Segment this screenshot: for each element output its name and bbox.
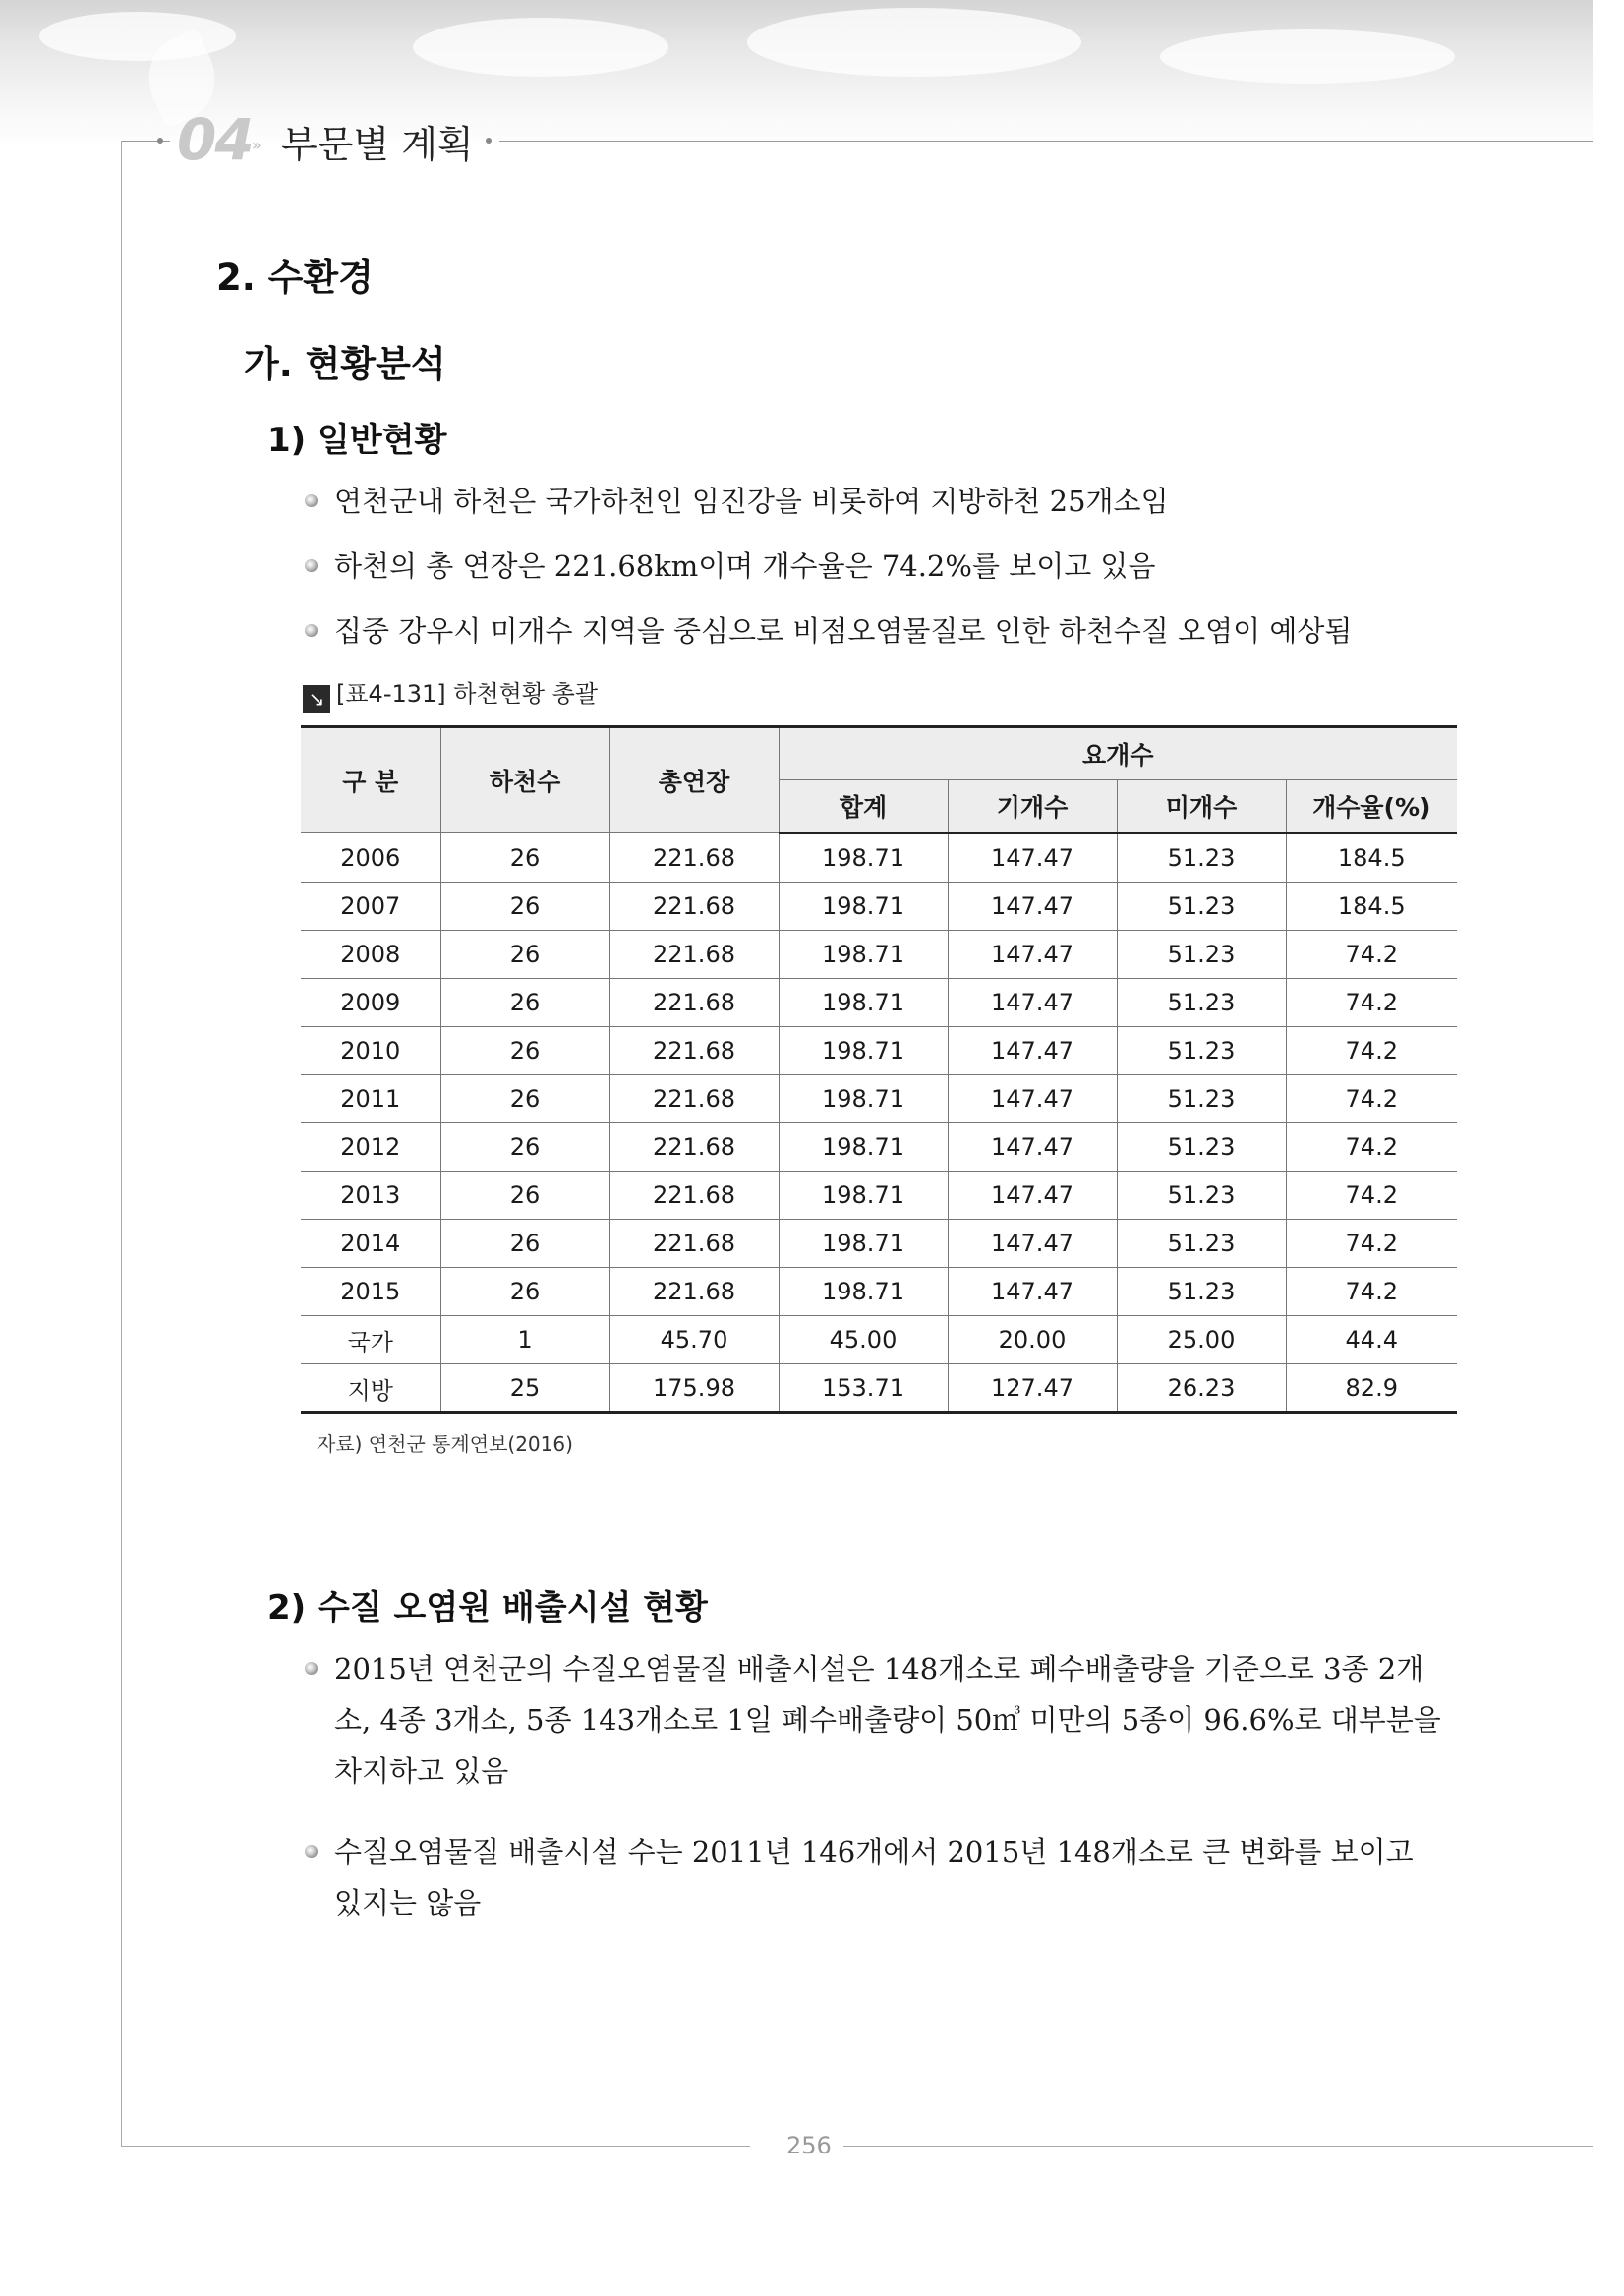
bullet-item: [334, 605, 1445, 657]
table-row: [301, 883, 1457, 931]
table-cell: 221.68: [609, 1172, 779, 1220]
river-status-table: [301, 725, 1457, 1414]
table-row: [301, 1123, 1457, 1172]
bullet-item: [334, 541, 1445, 592]
table-cell: 26: [440, 1172, 609, 1220]
table-cell: 198.71: [779, 1027, 948, 1075]
table-cell: 20.00: [948, 1316, 1117, 1364]
table-cell: 221.68: [609, 1220, 779, 1268]
table-cell: 26: [440, 1027, 609, 1075]
table-cell: 51.23: [1117, 1220, 1286, 1268]
header-category: 구 분: [301, 727, 440, 833]
table-cell: 51.23: [1117, 1075, 1286, 1123]
page-number: 256: [786, 2132, 832, 2159]
arrow-icon: ↘: [303, 685, 330, 713]
table-cell: 25: [440, 1364, 609, 1413]
table-cell: 74.2: [1286, 1075, 1457, 1123]
part2-title: 2) 수질 오염원 배출시설 현황: [267, 1588, 708, 1628]
table-cell: 153.71: [779, 1364, 948, 1413]
table-cell: 74.2: [1286, 1172, 1457, 1220]
table-cell: 198.71: [779, 931, 948, 979]
table-cell: 26: [440, 1268, 609, 1316]
footer-rule-left: [121, 2146, 750, 2147]
table-cell: 2009: [301, 979, 440, 1027]
table-cell: 147.47: [948, 883, 1117, 931]
table-row: [301, 833, 1457, 883]
table-row: [301, 1316, 1457, 1364]
table-cell: 147.47: [948, 1220, 1117, 1268]
bullet-icon: [305, 559, 318, 572]
table-cell: 2012: [301, 1123, 440, 1172]
chapter-number: 04: [177, 106, 253, 173]
bullet-icon: [305, 494, 318, 507]
table-source: 자료) 연천군 통계연보(2016): [317, 1432, 573, 1456]
table-cell: 25.00: [1117, 1316, 1286, 1364]
header-improved: 기개수: [948, 780, 1117, 833]
table-cell: 2006: [301, 833, 440, 883]
table-row: [301, 1364, 1457, 1413]
table-cell: 221.68: [609, 1075, 779, 1123]
table-cell: 175.98: [609, 1364, 779, 1413]
table-row: [301, 1075, 1457, 1123]
bullet-text: 하천의 총 연장은 221.68km이며 개수율은 74.2%를 보이고 있음: [334, 549, 1156, 583]
table-row: [301, 1220, 1457, 1268]
table-cell: 147.47: [948, 979, 1117, 1027]
table-cell: 26: [440, 1123, 609, 1172]
table-cell: 221.68: [609, 1123, 779, 1172]
table-cell: 74.2: [1286, 1268, 1457, 1316]
banner-cloud: [413, 18, 668, 77]
table-cell: 51.23: [1117, 1172, 1286, 1220]
table-cell: 221.68: [609, 1268, 779, 1316]
table-cell: 82.9: [1286, 1364, 1457, 1413]
banner-cloud: [747, 8, 1081, 77]
table-cell: 45.70: [609, 1316, 779, 1364]
table-cell: 147.47: [948, 1268, 1117, 1316]
table-cell: 51.23: [1117, 1268, 1286, 1316]
table-cell: 51.23: [1117, 883, 1286, 931]
table-cell: 26: [440, 1220, 609, 1268]
table-cell: 1: [440, 1316, 609, 1364]
table-cell: 147.47: [948, 1075, 1117, 1123]
bullet-item: [334, 476, 1445, 527]
chapter-quote-mark: »: [252, 136, 261, 154]
part1-title: 1) 일반현황: [267, 421, 447, 460]
table-cell: 74.2: [1286, 931, 1457, 979]
bullet-item: [334, 1826, 1445, 1928]
bullet-text: 집중 강우시 미개수 지역을 중심으로 비점오염물질로 인한 하천수질 오염이 예상됨: [334, 614, 1353, 648]
table-row: [301, 1268, 1457, 1316]
header-dot: [486, 138, 492, 144]
table-cell: 2013: [301, 1172, 440, 1220]
table-cell: 147.47: [948, 833, 1117, 883]
table-cell: 198.71: [779, 1268, 948, 1316]
table-cell: 147.47: [948, 931, 1117, 979]
table-cell: 2010: [301, 1027, 440, 1075]
table-caption: [303, 674, 598, 713]
table-cell: 198.71: [779, 883, 948, 931]
bullet-text: 수질오염물질 배출시설 수는 2011년 146개에서 2015년 148개소로 큰 변화를 보이고 있지는 않음: [334, 1835, 1414, 1920]
table-row: [301, 979, 1457, 1027]
table-cell: 74.2: [1286, 1220, 1457, 1268]
table-cell: 국가: [301, 1316, 440, 1364]
bullet-icon: [305, 1845, 318, 1858]
header-unimproved: 미개수: [1117, 780, 1286, 833]
table-cell: 184.5: [1286, 883, 1457, 931]
table-cell: 45.00: [779, 1316, 948, 1364]
bullet-icon: [305, 624, 318, 637]
table-cell: 26: [440, 979, 609, 1027]
table-cell: 221.68: [609, 833, 779, 883]
table-cell: 74.2: [1286, 1123, 1457, 1172]
table-cell: 147.47: [948, 1172, 1117, 1220]
header-river-count: 하천수: [440, 727, 609, 833]
table-row: [301, 1027, 1457, 1075]
section-title: 2. 수환경: [216, 257, 374, 299]
bullet-item: [334, 1643, 1445, 1797]
table-cell: 2008: [301, 931, 440, 979]
table-cell: 221.68: [609, 883, 779, 931]
table-caption-text: [표4-131] 하천현황 총괄: [336, 680, 599, 708]
table-cell: 221.68: [609, 931, 779, 979]
subsection-title: 가. 현황분석: [244, 343, 446, 385]
table-cell: 221.68: [609, 1027, 779, 1075]
table-cell: 198.71: [779, 1220, 948, 1268]
table-row: [301, 931, 1457, 979]
table-cell: 127.47: [948, 1364, 1117, 1413]
table-cell: 51.23: [1117, 1027, 1286, 1075]
header-group: 요개수: [779, 727, 1457, 780]
table-cell: 26: [440, 931, 609, 979]
header-improvement-rate: 개수율(%): [1286, 780, 1457, 833]
table-cell: 198.71: [779, 979, 948, 1027]
header-rule-right: [499, 141, 1593, 142]
table-cell: 2014: [301, 1220, 440, 1268]
page-margin-line: [121, 141, 122, 2146]
table-row: [301, 1172, 1457, 1220]
banner-cloud: [1160, 29, 1455, 84]
table-cell: 198.71: [779, 1075, 948, 1123]
header-dot: [157, 138, 163, 144]
table-cell: 26: [440, 833, 609, 883]
table-cell: 147.47: [948, 1027, 1117, 1075]
table-cell: 51.23: [1117, 1123, 1286, 1172]
table-cell: 26: [440, 1075, 609, 1123]
bullet-icon: [305, 1662, 318, 1675]
bullet-text: 연천군내 하천은 국가하천인 임진강을 비롯하여 지방하천 25개소임: [334, 485, 1169, 518]
table-cell: 2011: [301, 1075, 440, 1123]
table-cell: 지방: [301, 1364, 440, 1413]
chapter-title: 부문별 계획: [281, 123, 474, 166]
table-cell: 51.23: [1117, 833, 1286, 883]
table-cell: 44.4: [1286, 1316, 1457, 1364]
table-cell: 198.71: [779, 1123, 948, 1172]
table-cell: 74.2: [1286, 1027, 1457, 1075]
table-cell: 198.71: [779, 833, 948, 883]
bullet-text: 2015년 연천군의 수질오염물질 배출시설은 148개소로 폐수배출량을 기준으로 3종 2개소, 4종 3개소, 5종 143개소로 1일 폐수배출량이 50㎥ 미만의 5종이 96.6%로 대부분을 차지하고 있음: [334, 1652, 1441, 1788]
table-cell: 221.68: [609, 979, 779, 1027]
table-cell: 74.2: [1286, 979, 1457, 1027]
table-cell: 26: [440, 883, 609, 931]
table-cell: 2015: [301, 1268, 440, 1316]
table-cell: 51.23: [1117, 931, 1286, 979]
footer-rule-right: [843, 2146, 1593, 2147]
table-cell: 198.71: [779, 1172, 948, 1220]
table-cell: 147.47: [948, 1123, 1117, 1172]
table-cell: 26.23: [1117, 1364, 1286, 1413]
table-cell: 51.23: [1117, 979, 1286, 1027]
table-cell: 184.5: [1286, 833, 1457, 883]
table-cell: 2007: [301, 883, 440, 931]
header-sum: 합계: [779, 780, 948, 833]
header-total-length: 총연장: [609, 727, 779, 833]
